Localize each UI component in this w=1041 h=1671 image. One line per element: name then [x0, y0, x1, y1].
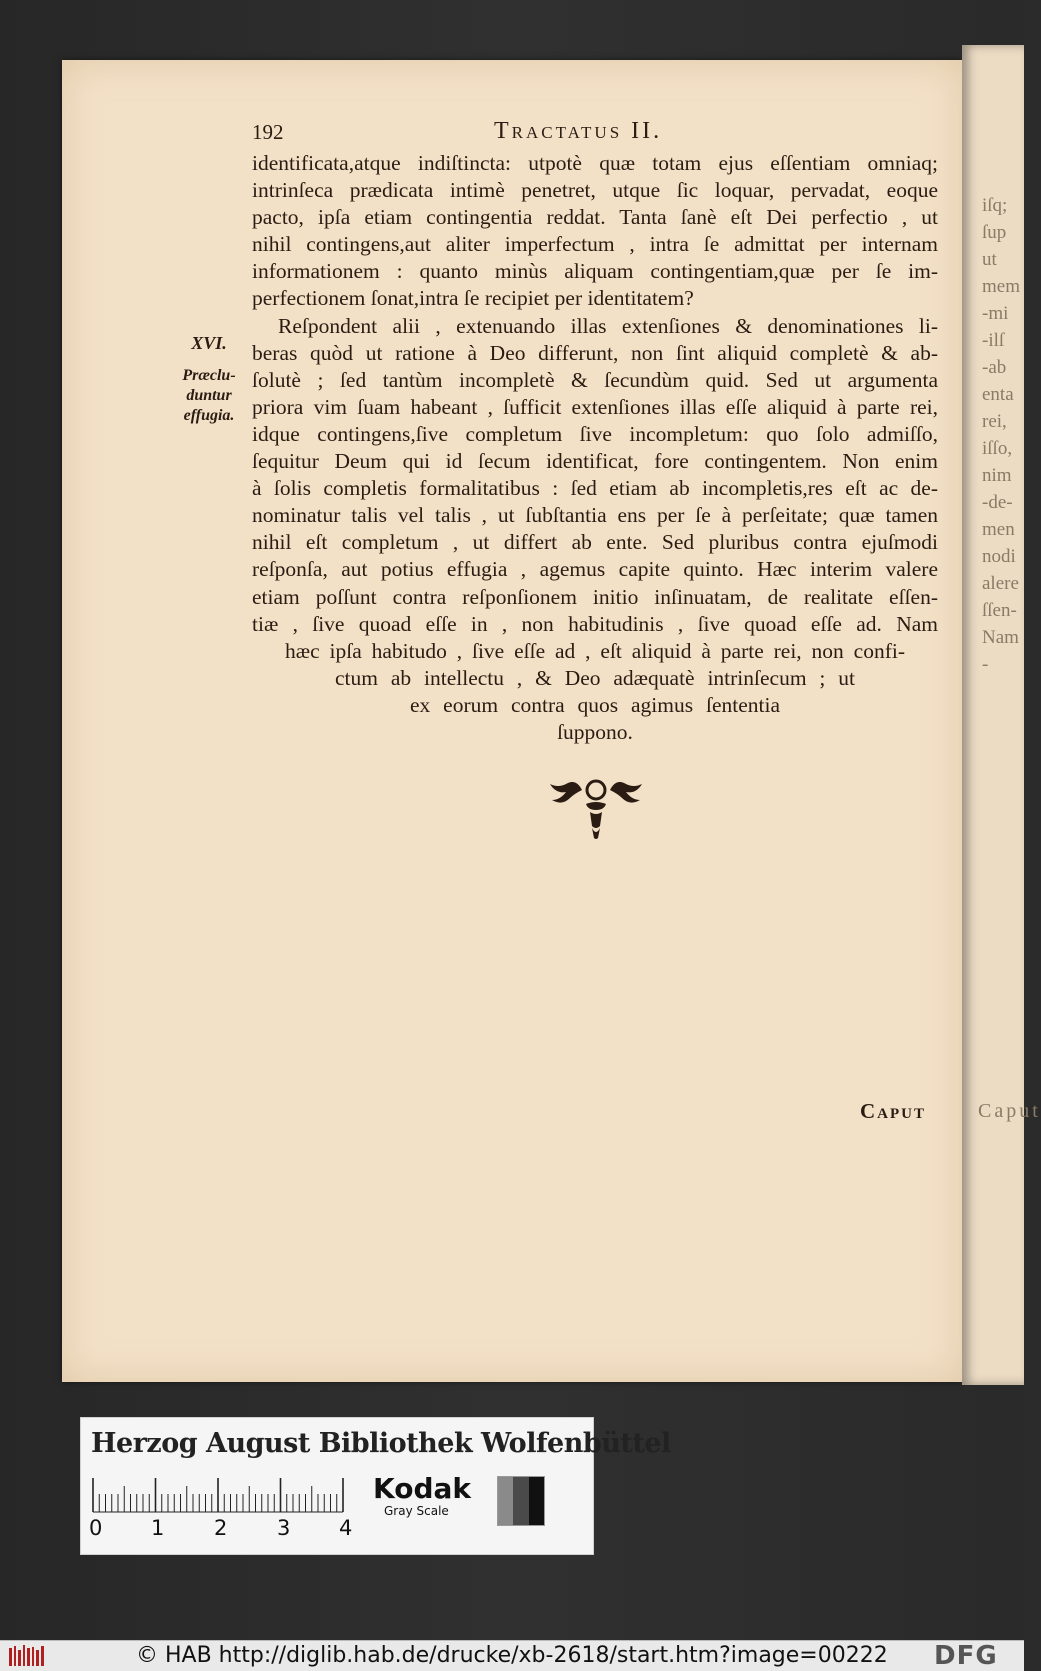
facing-page-fragment: ſſen- — [982, 600, 1017, 621]
facing-page-fragment: nim — [982, 465, 1012, 486]
margin-label-line: Præclu- — [182, 367, 236, 384]
main-text — [252, 150, 938, 746]
text-line: Reſpondent alii , extenuando illas extenſiones & denominationes li- — [278, 313, 938, 338]
facing-page-fragment: rei, — [982, 411, 1007, 432]
library-color-card — [80, 1417, 671, 1555]
text-line: tiæ , ſive quoad eſſe in , non habitudinis , ſive quoad eſſe ad. Nam — [252, 611, 938, 636]
facing-page-fragment: -de- — [982, 492, 1013, 513]
ruler-label: 2 — [214, 1516, 228, 1540]
text-line: nihil contingens,aut aliter imperfectum , intra ſe admittat per internam — [252, 232, 938, 257]
facing-page-fragment: mem — [982, 276, 1020, 297]
text-line: à ſolis completis formalitatibus : ſed etiam ab incompletis,res eſt ac de- — [252, 476, 938, 501]
measurement-ruler-icon — [91, 1476, 361, 1516]
text-line: priora vim ſuam habeant , ſufficit extenſiones illas eſſe aliquid à parte rei, — [252, 394, 938, 419]
facing-page-fragment: men — [982, 519, 1015, 540]
text-line: hæc ipſa habitudo , ſive eſſe ad , eſt aliquid à parte rei, non confi- — [285, 638, 905, 663]
text-line: nihil eſt completum , ut differt ab ente. Sed pluribus contra ejuſmodi — [252, 530, 938, 555]
kodak-subtitle: Gray Scale — [384, 1504, 449, 1518]
kodak-brand: Kodak — [373, 1472, 471, 1505]
facing-page-fragment: Nam — [982, 627, 1019, 648]
ruler-label: 4 — [339, 1516, 353, 1540]
text-line: ex eorum contra quos agimus ſententia — [410, 692, 780, 717]
text-line: beras quòd ut ratione à Deo differunt, non ſint aliquid completè & ab- — [252, 340, 938, 365]
facing-page-fragment: iſſo, — [982, 438, 1013, 459]
margin-section-number: XVI. — [191, 333, 227, 353]
text-line: informationem : quanto minùs aliquam contingentiam,quæ per ſe im- — [252, 259, 938, 284]
margin-label-line: effugia. — [183, 407, 235, 424]
ruler-label: 1 — [151, 1516, 165, 1540]
page-number: 192 — [252, 120, 284, 144]
facing-page-catchword: Caput — [978, 1100, 1041, 1122]
gray-scale-patch — [497, 1476, 545, 1526]
text-line: etiam poſſunt contra reſponſionem initio inſinuatam, de realitate eſſen- — [252, 584, 938, 609]
text-line: ctum ab intellectu , & Deo adæquatè intrinſecum ; ut — [335, 665, 855, 690]
facing-page-fragment: -mi — [982, 303, 1009, 324]
library-name: Herzog August Bibliothek Wolfenbüttel — [91, 1428, 671, 1459]
text-line: reſponſa, aut potius effugia , agemus capite quinto. Hæc interim valere — [252, 557, 938, 582]
facing-page-fragment: -ab — [982, 357, 1007, 378]
facing-page-fragment: ut — [982, 249, 997, 270]
dfg-logo: DFG — [934, 1641, 998, 1671]
text-line: identificata,atque indiſtincta: utpotè quæ totam ejus eſſentiam omniaq; — [252, 151, 938, 175]
facing-page-fragment: alere — [982, 573, 1019, 594]
running-title: Tractatus II. — [494, 118, 663, 144]
facing-page-fragment: -ilſ — [982, 330, 1005, 351]
text-line: pacto, ipſa etiam contingentia reddat. Tanta ſanè eſt Dei perfectio , ut — [252, 205, 938, 230]
catchword: Caput — [860, 1099, 926, 1123]
footer-bar — [0, 1640, 1024, 1671]
facing-page-fragment: nodi — [982, 546, 1016, 567]
copyright-url: © HAB http://diglib.hab.de/drucke/xb-2618/start.htm?image=00222 — [136, 1643, 888, 1668]
margin-label-line: duntur — [186, 387, 232, 404]
hab-logo-icon — [8, 1644, 48, 1668]
facing-page-fragment: iſq; — [982, 195, 1008, 216]
ruler-label: 3 — [277, 1516, 291, 1540]
text-line: ſolutè ; ſed tantùm incompletè & ſecundùm quid. Sed ut argumenta — [252, 367, 938, 392]
printer-ornament-icon — [536, 770, 656, 850]
text-line: nominatur talis vel talis , ut ſubſtantia ens per ſe à perſeitate; quæ tamen — [252, 503, 938, 528]
facing-page-fragment: enta — [982, 384, 1014, 405]
text-line: ſequitur Deum qui id ſecum identificat, fore contingentem. Non enim — [252, 449, 938, 474]
text-line: ſuppono. — [557, 719, 633, 744]
margin-note — [168, 333, 250, 426]
text-line: intrinſeca prædicata intimè penetret, utque ſic loquar, pervadat, eoque — [252, 178, 938, 203]
facing-page-fragment: - — [982, 654, 989, 675]
text-line: idque contingens,ſive completum ſive incompletum: quo ſolo admiſſo, — [252, 421, 938, 446]
running-head — [252, 120, 942, 148]
text-line: perfectionem ſonat,intra ſe recipiet per identitatem? — [252, 286, 694, 311]
ruler-label: 0 — [89, 1516, 103, 1540]
facing-page-edge — [962, 45, 1041, 1385]
facing-page-fragment: ſup — [982, 222, 1007, 243]
